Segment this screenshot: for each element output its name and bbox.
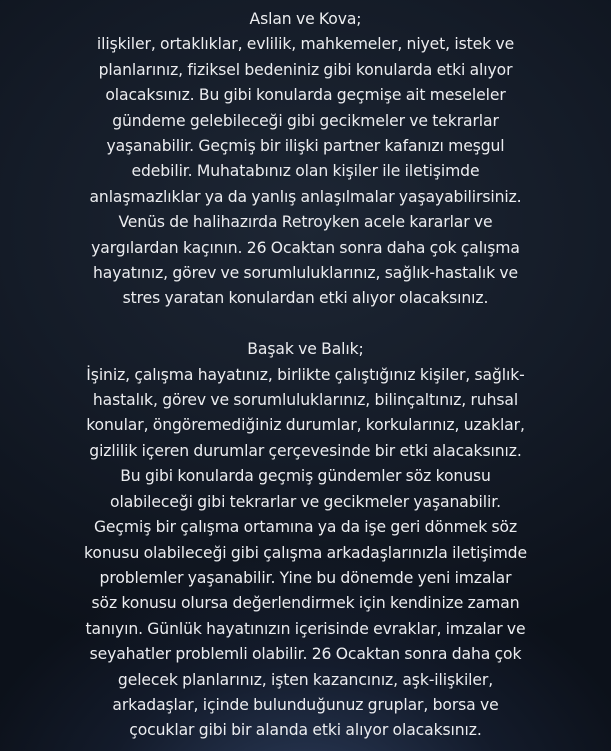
paragraph-line: konusu olabileceği gibi çalışma arkadaşlarınızla iletişimde — [84, 543, 527, 562]
section-title: Başak ve Balık; — [247, 340, 364, 359]
paragraph-line: söz konusu olursa değerlendirmek için kendinize zaman — [91, 594, 520, 613]
paragraph-line: planlarınız, fiziksel bedeniniz gibi konularda etki alıyor — [98, 60, 513, 79]
paragraph-line: konular, öngöremediğiniz durumlar, korkularınız, uzaklar, — [86, 416, 525, 435]
section-title: Aslan ve Kova; — [249, 10, 362, 28]
paragraph-line: hastalık, görev ve sorumluluklarınız, bilinçaltınız, ruhsal — [92, 391, 519, 410]
paragraph-line: problemler yaşanabilir. Yine bu dönemde yeni imzalar — [99, 568, 512, 587]
paragraph-line: olabileceği gibi tekrarlar ve gecikmeler yaşanabilir. — [110, 492, 501, 511]
paragraph-line: anlaşmazlıklar ya da yanlış anlaşılmalar yaşayabilirsiniz. — [89, 187, 522, 206]
paragraph-line: tanıyın. Günlük hayatınızın içerisinde evraklar, imzalar ve — [85, 619, 526, 638]
paragraph-line: yaşanabilir. Geçmiş bir ilişki partner kafanızı meşgul — [106, 137, 505, 156]
paragraph-line: Bu gibi konularda geçmiş gündemler söz konusu — [120, 467, 491, 486]
paragraph-line: Venüs de halihazırda Retroyken acele kararlar ve — [118, 213, 493, 232]
paragraph-line: stres yaratan konulardan etki alıyor olacaksınız. — [122, 289, 489, 308]
paragraph-line: gelecek planlarınız, işten kazancınız, aşk-ilişkiler, — [117, 670, 494, 689]
paragraph-line: Geçmiş bir çalışma ortamına ya da işe geri dönmek söz — [93, 518, 518, 537]
paragraph-line: hayatınız, görev ve sorumluluklarınız, sağlık-hastalık ve — [92, 264, 518, 283]
paragraph-line: seyahatler problemli olabilir. 26 Ocaktan sonra daha çok — [89, 645, 522, 664]
section-aslan-kova — [18, 7, 593, 312]
paragraph-line: yargılardan kaçının. 26 Ocaktan sonra daha çok çalışma — [91, 238, 520, 257]
paragraph-line: olacaksınız. Bu gibi konularda geçmişe ait meseleler — [105, 86, 506, 105]
section-basak-balik — [18, 337, 593, 744]
paragraph-line: gündeme gelebileceği gibi gecikmeler ve tekrarlar — [112, 111, 499, 130]
paragraph-line: ilişkiler, ortaklıklar, evlilik, mahkemeler, niyet, istek ve — [96, 35, 515, 54]
paragraph-line: edebilir. Muhatabınız olan kişiler ile iletişimde — [131, 162, 480, 181]
paragraph-line: çocuklar gibi bir alanda etki alıyor olacaksınız. — [129, 721, 482, 740]
paragraph-line: gizlilik içeren durumlar çerçevesinde bir etki alacaksınız. — [89, 441, 522, 460]
paragraph-line: İşiniz, çalışma hayatınız, birlikte çalıştığınız kişiler, sağlık- — [86, 365, 525, 384]
paragraph-line: arkadaşlar, içinde bulunduğunuz gruplar, borsa ve — [112, 695, 499, 714]
